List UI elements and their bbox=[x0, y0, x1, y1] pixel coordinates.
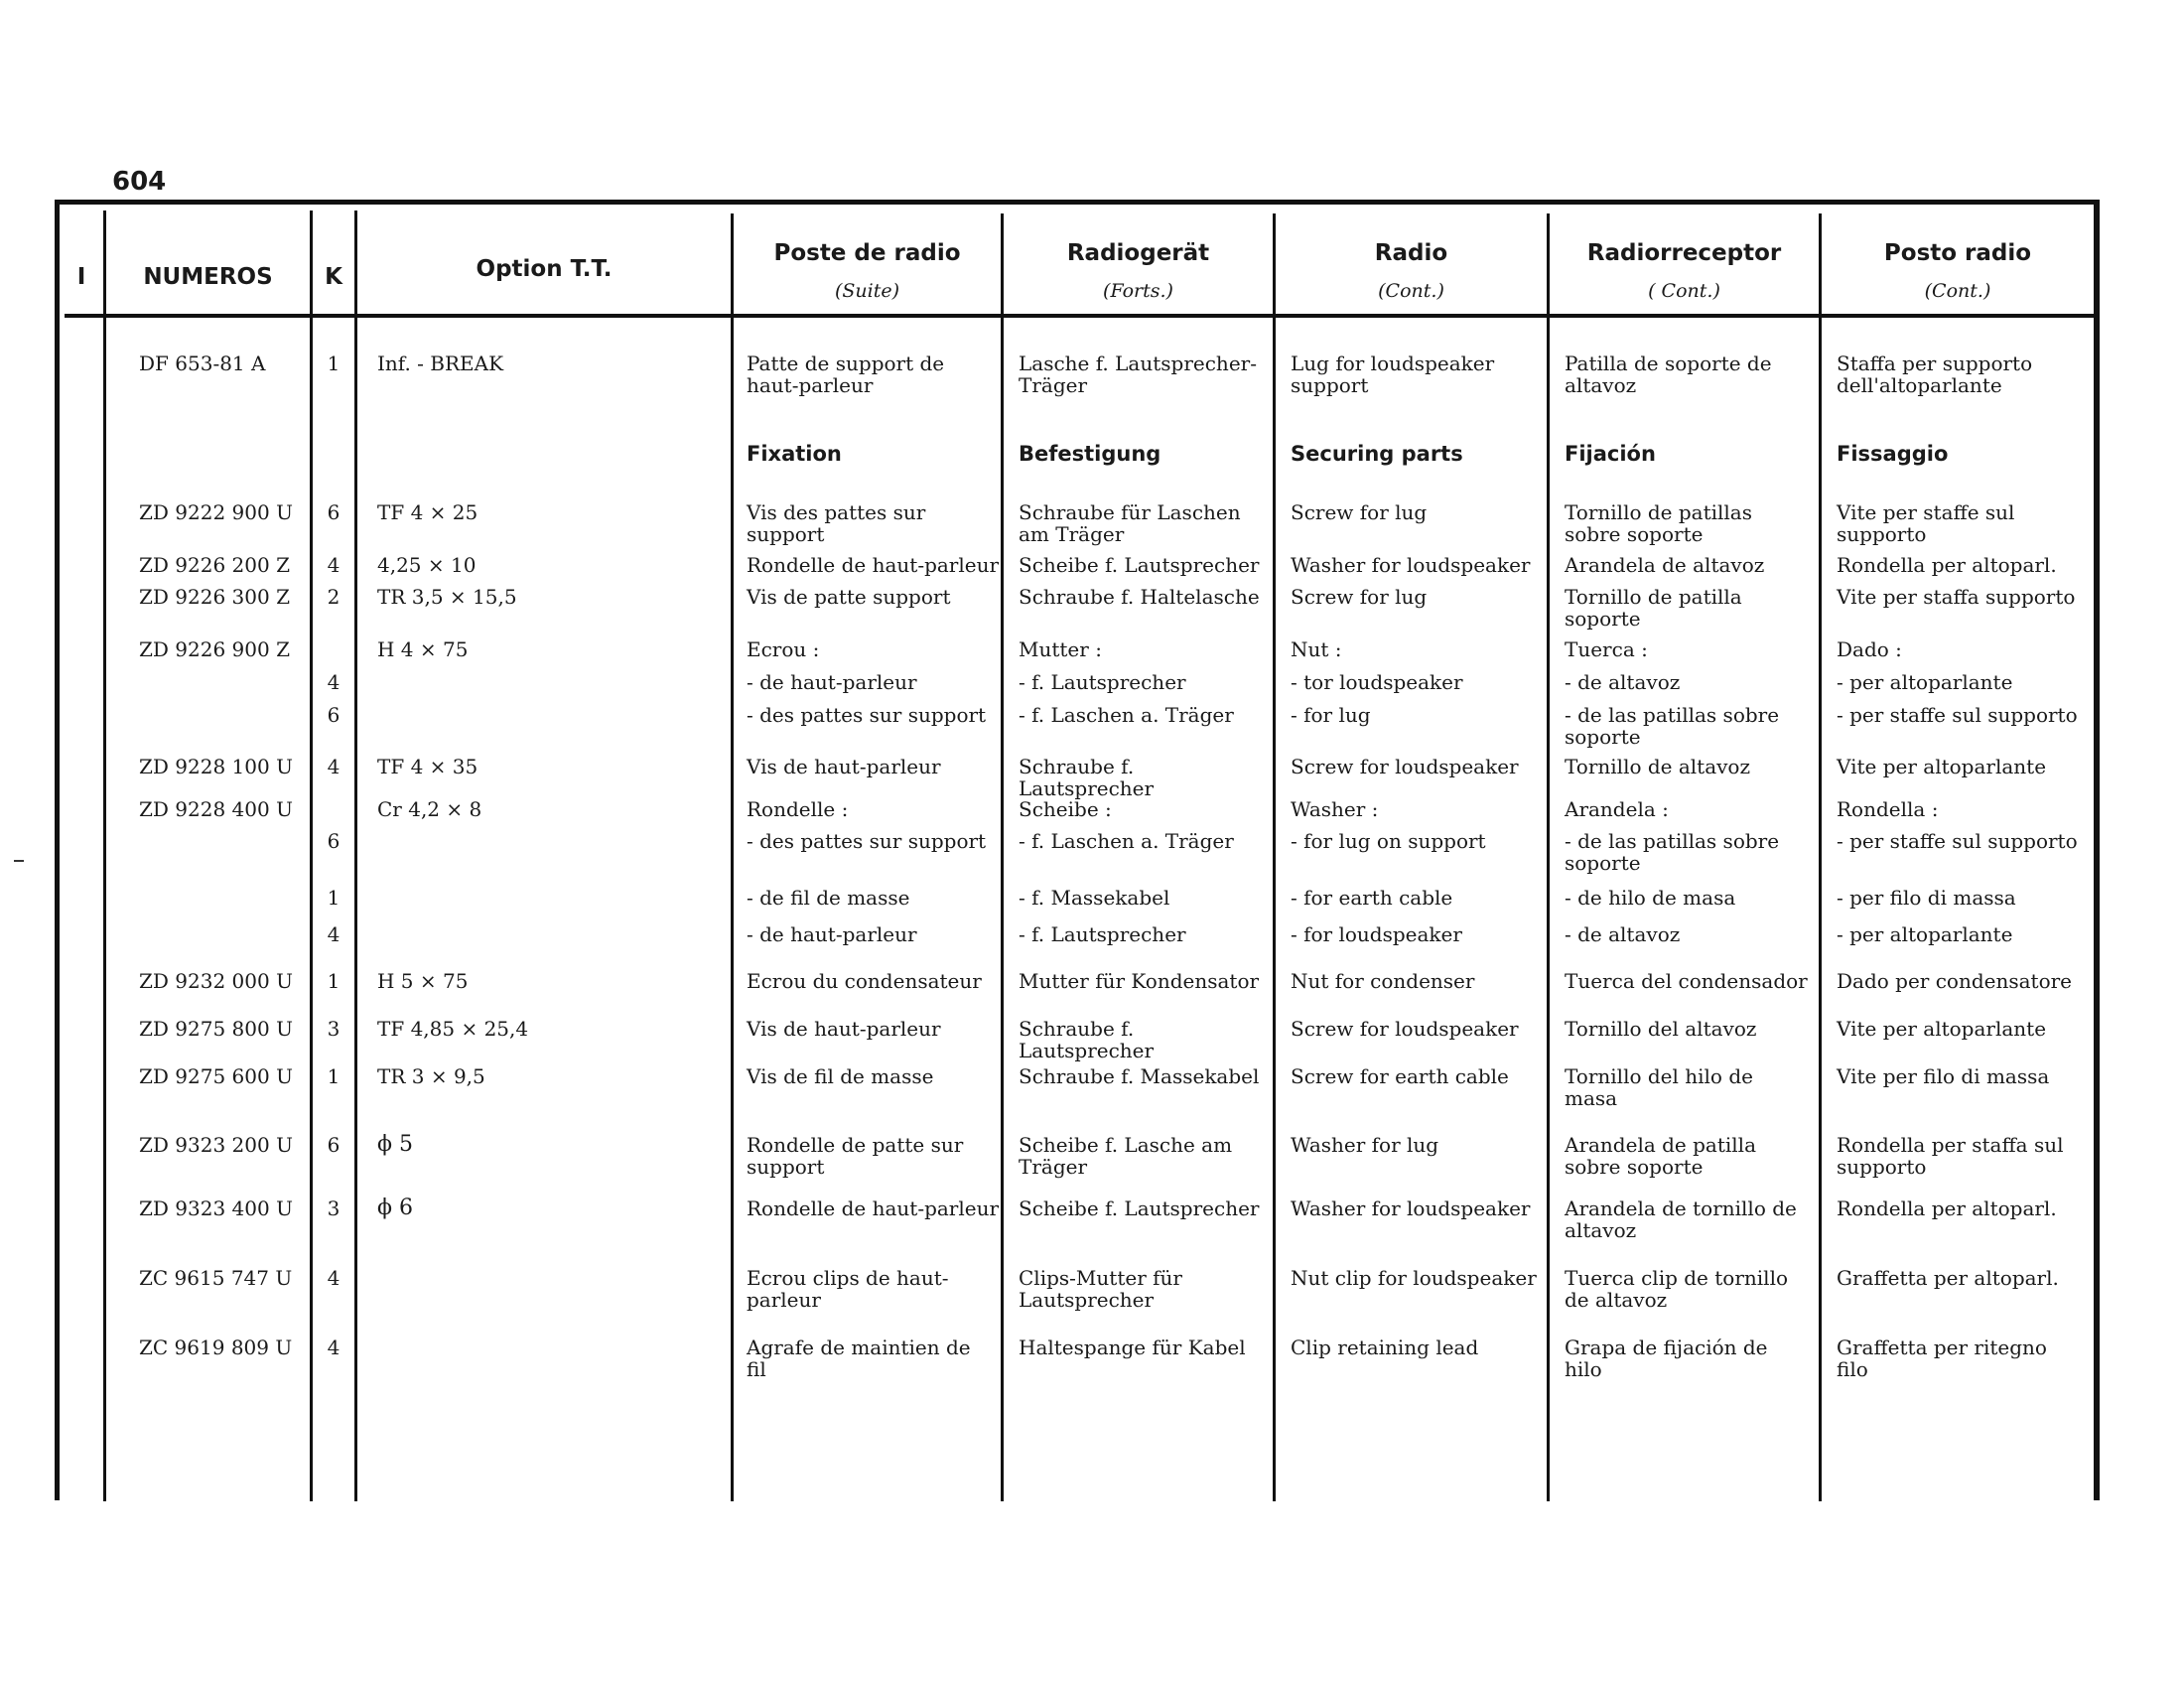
cell-num: ZD 9232 000 U bbox=[139, 969, 293, 993]
cell-num: ZC 9615 747 U bbox=[139, 1266, 293, 1290]
cell-k: 1 bbox=[327, 886, 341, 910]
cell-k: 4 bbox=[327, 553, 341, 577]
cell-es: Arandela : bbox=[1565, 797, 1669, 821]
col-divider-option bbox=[731, 213, 734, 1501]
cell-k: 6 bbox=[327, 500, 341, 524]
cell-en: Washer for lug bbox=[1291, 1133, 1439, 1157]
cell-fr: Ecrou du condensateur bbox=[747, 969, 982, 993]
cell-num: ZD 9275 800 U bbox=[139, 1017, 293, 1041]
cell-es: Patilla de soporte de altavoz bbox=[1565, 352, 1772, 397]
cell-en: Screw for lug bbox=[1291, 585, 1428, 609]
header-i: I bbox=[76, 264, 86, 290]
cell-k: 4 bbox=[327, 670, 341, 694]
cell-it: - per altoparlante bbox=[1837, 922, 2013, 946]
cell-fr: Vis de fil de masse bbox=[747, 1064, 934, 1088]
cell-k: 6 bbox=[327, 829, 341, 853]
cell-num: ZD 9228 400 U bbox=[139, 797, 293, 821]
header-option: Option T.T. bbox=[476, 256, 613, 282]
cell-es: Tuerca clip de tornillo de altavoz bbox=[1565, 1266, 1788, 1312]
cell-num: ZD 9275 600 U bbox=[139, 1064, 293, 1088]
cell-en: - for lug bbox=[1291, 703, 1371, 727]
cell-it: - per filo di massa bbox=[1837, 886, 2016, 910]
cell-fr: - des pattes sur support bbox=[747, 829, 987, 853]
cell-k: 4 bbox=[327, 922, 341, 946]
cell-fr: - de fil de masse bbox=[747, 886, 910, 910]
margin-mark bbox=[14, 860, 24, 862]
cell-fr: Patte de support de haut-parleur bbox=[747, 352, 945, 397]
cell-k: 2 bbox=[327, 585, 341, 609]
cell-fr: Agrafe de maintien de fil bbox=[747, 1336, 971, 1381]
cell-k: 1 bbox=[327, 352, 341, 375]
cell-k: 6 bbox=[327, 703, 341, 727]
page-number: 604 bbox=[112, 167, 167, 197]
cell-opt: ϕ 6 bbox=[377, 1196, 413, 1220]
cell-k: 1 bbox=[327, 969, 341, 993]
cell-it: Graffetta per ritegno filo bbox=[1837, 1336, 2047, 1381]
cell-de: Clips-Mutter für Lautsprecher bbox=[1019, 1266, 1182, 1312]
cell-k: 3 bbox=[327, 1196, 341, 1220]
cell-fr: Vis de patte support bbox=[747, 585, 951, 609]
cell-fr: Ecrou clips de haut- parleur bbox=[747, 1266, 949, 1312]
col-divider-i bbox=[103, 211, 106, 1501]
col-divider-k bbox=[354, 211, 357, 1501]
section-heading-de: Befestigung bbox=[1019, 442, 1161, 466]
cell-es: Tornillo de patillas sobre soporte bbox=[1565, 500, 1752, 546]
cell-de: Haltespange für Kabel bbox=[1019, 1336, 1246, 1359]
cell-de: Schraube f. Lautsprecher bbox=[1019, 1017, 1155, 1062]
cell-fr: Vis de haut-parleur bbox=[747, 1017, 941, 1041]
header-lang-en: Radio (Cont.) bbox=[1374, 240, 1448, 302]
cell-k: 1 bbox=[327, 1064, 341, 1088]
table-left-border bbox=[55, 200, 60, 1500]
cell-it: - per altoparlante bbox=[1837, 670, 2013, 694]
cell-es: Arandela de tornillo de altavoz bbox=[1565, 1196, 1797, 1242]
col-divider-es bbox=[1819, 213, 1822, 1501]
cell-it: Rondella per altoparl. bbox=[1837, 553, 2057, 577]
cell-opt: Inf. - BREAK bbox=[377, 352, 504, 375]
cell-k: 4 bbox=[327, 1266, 341, 1290]
cell-it: Vite per filo di massa bbox=[1837, 1064, 2050, 1088]
cell-num: DF 653-81 A bbox=[139, 352, 266, 375]
cell-num: ZD 9226 900 Z bbox=[139, 637, 290, 661]
cell-it: Graffetta per altoparl. bbox=[1837, 1266, 2059, 1290]
cell-k: 6 bbox=[327, 1133, 341, 1157]
cell-num: ZD 9226 200 Z bbox=[139, 553, 290, 577]
cell-en: Nut clip for loudspeaker bbox=[1291, 1266, 1537, 1290]
cell-num: ZD 9323 200 U bbox=[139, 1133, 293, 1157]
cell-fr: Rondelle de haut-parleur bbox=[747, 1196, 1000, 1220]
cell-opt: TF 4 × 25 bbox=[377, 500, 478, 524]
cell-en: Screw for lug bbox=[1291, 500, 1428, 524]
cell-num: ZD 9228 100 U bbox=[139, 755, 293, 778]
table-top-border bbox=[55, 200, 2100, 205]
cell-de: - f. Massekabel bbox=[1019, 886, 1170, 910]
cell-it: Dado per condensatore bbox=[1837, 969, 2073, 993]
cell-de: - f. Laschen a. Träger bbox=[1019, 703, 1234, 727]
header-numeros: NUMEROS bbox=[143, 264, 273, 290]
section-heading-fr: Fixation bbox=[747, 442, 842, 466]
cell-de: Schraube für Laschen am Träger bbox=[1019, 500, 1241, 546]
cell-fr: Vis de haut-parleur bbox=[747, 755, 941, 778]
cell-opt: Cr 4,2 × 8 bbox=[377, 797, 482, 821]
cell-en: Screw for loudspeaker bbox=[1291, 1017, 1519, 1041]
cell-it: Rondella per staffa sul supporto bbox=[1837, 1133, 2064, 1179]
cell-it: - per staffe sul supporto bbox=[1837, 829, 2078, 853]
cell-en: - for loudspeaker bbox=[1291, 922, 1462, 946]
cell-es: Tornillo del altavoz bbox=[1565, 1017, 1757, 1041]
cell-it: Vite per altoparlante bbox=[1837, 755, 2047, 778]
cell-es: Grapa de fijación de hilo bbox=[1565, 1336, 1768, 1381]
col-divider-de bbox=[1273, 213, 1276, 1501]
cell-num: ZD 9222 900 U bbox=[139, 500, 293, 524]
cell-es: Tornillo de patilla soporte bbox=[1565, 585, 1742, 631]
cell-opt: H 5 × 75 bbox=[377, 969, 469, 993]
cell-de: Schraube f. Haltelasche bbox=[1019, 585, 1260, 609]
cell-de: - f. Laschen a. Träger bbox=[1019, 829, 1234, 853]
cell-en: - for lug on support bbox=[1291, 829, 1486, 853]
cell-fr: Rondelle de patte sur support bbox=[747, 1133, 964, 1179]
cell-it: Vite per staffa supporto bbox=[1837, 585, 2076, 609]
cell-k: 4 bbox=[327, 755, 341, 778]
cell-en: Washer : bbox=[1291, 797, 1379, 821]
cell-de: Scheibe f. Lautsprecher bbox=[1019, 1196, 1260, 1220]
cell-num: ZD 9226 300 Z bbox=[139, 585, 290, 609]
cell-en: Screw for earth cable bbox=[1291, 1064, 1509, 1088]
cell-fr: - de haut-parleur bbox=[747, 670, 917, 694]
cell-num: ZD 9323 400 U bbox=[139, 1196, 293, 1220]
cell-opt: TF 4,85 × 25,4 bbox=[377, 1017, 529, 1041]
cell-es: Arandela de altavoz bbox=[1565, 553, 1765, 577]
cell-en: - for earth cable bbox=[1291, 886, 1453, 910]
section-heading-it: Fissaggio bbox=[1837, 442, 1949, 466]
cell-es: - de las patillas sobre soporte bbox=[1565, 829, 1780, 875]
cell-es: Tuerca : bbox=[1565, 637, 1648, 661]
section-heading-es: Fijación bbox=[1565, 442, 1656, 466]
cell-it: Vite per staffe sul supporto bbox=[1837, 500, 2015, 546]
cell-it: - per staffe sul supporto bbox=[1837, 703, 2078, 727]
cell-k: 3 bbox=[327, 1017, 341, 1041]
cell-es: Tuerca del condensador bbox=[1565, 969, 1808, 993]
cell-fr: - des pattes sur support bbox=[747, 703, 987, 727]
cell-opt: ϕ 5 bbox=[377, 1132, 413, 1157]
cell-de: Scheibe f. Lasche am Träger bbox=[1019, 1133, 1233, 1179]
cell-es: Arandela de patilla sobre soporte bbox=[1565, 1133, 1756, 1179]
cell-opt: H 4 × 75 bbox=[377, 637, 469, 661]
cell-de: Lasche f. Lautsprecher- Träger bbox=[1019, 352, 1257, 397]
header-lang-fr: Poste de radio (Suite) bbox=[773, 240, 961, 302]
cell-en: Lug for loudspeaker support bbox=[1291, 352, 1495, 397]
table-header-divider bbox=[65, 314, 2100, 318]
cell-de: Schraube f. Massekabel bbox=[1019, 1064, 1260, 1088]
cell-es: Tornillo del hilo de masa bbox=[1565, 1064, 1753, 1110]
cell-es: Tornillo de altavoz bbox=[1565, 755, 1751, 778]
table-right-border bbox=[2094, 200, 2100, 1500]
cell-it: Dado : bbox=[1837, 637, 1902, 661]
cell-num: ZC 9619 809 U bbox=[139, 1336, 293, 1359]
cell-en: Washer for loudspeaker bbox=[1291, 553, 1531, 577]
cell-de: - f. Lautsprecher bbox=[1019, 670, 1186, 694]
cell-k: 4 bbox=[327, 1336, 341, 1359]
cell-en: Nut : bbox=[1291, 637, 1342, 661]
cell-it: Staffa per supporto dell'altoparlante bbox=[1837, 352, 2033, 397]
cell-de: - f. Lautsprecher bbox=[1019, 922, 1186, 946]
header-lang-de: Radiogerät (Forts.) bbox=[1066, 240, 1210, 302]
cell-es: - de altavoz bbox=[1565, 922, 1681, 946]
cell-de: Scheibe f. Lautsprecher bbox=[1019, 553, 1260, 577]
cell-fr: - de haut-parleur bbox=[747, 922, 917, 946]
cell-opt: 4,25 × 10 bbox=[377, 553, 477, 577]
cell-en: Screw for loudspeaker bbox=[1291, 755, 1519, 778]
cell-fr: Vis des pattes sur support bbox=[747, 500, 926, 546]
cell-es: - de altavoz bbox=[1565, 670, 1681, 694]
header-lang-it: Posto radio (Cont.) bbox=[1883, 240, 2032, 302]
col-divider-numeros bbox=[310, 211, 313, 1501]
cell-en: - tor loudspeaker bbox=[1291, 670, 1463, 694]
cell-fr: Rondelle de haut-parleur bbox=[747, 553, 1000, 577]
cell-it: Rondella : bbox=[1837, 797, 1939, 821]
cell-de: Schraube f. Lautsprecher bbox=[1019, 755, 1155, 800]
cell-fr: Ecrou : bbox=[747, 637, 820, 661]
cell-it: Vite per altoparlante bbox=[1837, 1017, 2047, 1041]
cell-en: Washer for loudspeaker bbox=[1291, 1196, 1531, 1220]
cell-en: Clip retaining lead bbox=[1291, 1336, 1479, 1359]
col-divider-en bbox=[1547, 213, 1550, 1501]
cell-opt: TF 4 × 35 bbox=[377, 755, 478, 778]
col-divider-fr bbox=[1001, 213, 1004, 1501]
section-heading-en: Securing parts bbox=[1291, 442, 1463, 466]
header-lang-es: Radiorreceptor ( Cont.) bbox=[1586, 240, 1782, 302]
cell-es: - de las patillas sobre soporte bbox=[1565, 703, 1780, 749]
cell-fr: Rondelle : bbox=[747, 797, 849, 821]
cell-de: Scheibe : bbox=[1019, 797, 1112, 821]
cell-es: - de hilo de masa bbox=[1565, 886, 1736, 910]
cell-opt: TR 3 × 9,5 bbox=[377, 1064, 485, 1088]
cell-opt: TR 3,5 × 15,5 bbox=[377, 585, 517, 609]
cell-en: Nut for condenser bbox=[1291, 969, 1475, 993]
cell-de: Mutter für Kondensator bbox=[1019, 969, 1260, 993]
cell-it: Rondella per altoparl. bbox=[1837, 1196, 2057, 1220]
header-k: K bbox=[325, 264, 342, 290]
cell-de: Mutter : bbox=[1019, 637, 1102, 661]
